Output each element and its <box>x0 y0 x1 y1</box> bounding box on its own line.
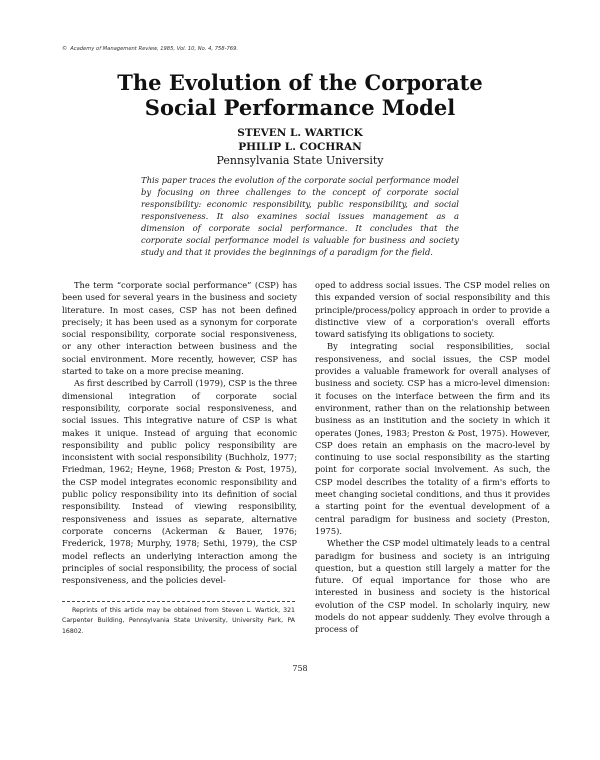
body-paragraph: Whether the CSP model ultimately leads to a central paradigm for business and society is an intriguing question, but a question still largely a matter for the future. Of equal importance for those who are interested in business and society is the historical evolution of the CSP model. In scholarly inquiry, new models do not appear suddenly. They evolve through a process of <box>315 538 550 635</box>
author-1: STEVEN L. WARTICK <box>237 127 363 139</box>
body-paragraph: As first described by Carroll (1979), CSP is the three dimensional integration of corporate social responsibility, corporate social responsiveness, and social issues. This integrative nature of CSP is what makes it unique. Instead of arguing that economic responsibility and public policy responsibility are inconsistent with social responsibility (Buchholz, 1977; Friedman, 1962; Heyne, 1968; Preston & Post, 1975), the CSP model integrates economic responsibility and public policy responsibility into its definition of social responsibility. Instead of viewing responsibility, responsiveness and issues as separate, alternative corporate concerns (Ackerman & Bauer, 1976; Frederick, 1978; Murphy, 1978; Sethi, 1979), the CSP model reflects an underlying interaction among the principles of social responsibility, the process of social responsiveness, and the policies devel- <box>62 378 297 586</box>
body-paragraph: oped to address social issues. The CSP model relies on this expanded version of social responsibility and this principle/process/policy approach in order to provide a distinctive view of a corporation's overall efforts toward satisfying its obligations to society. <box>315 280 550 340</box>
author-affiliation: Pennsylvania State University <box>216 154 384 167</box>
journal-reference <box>62 46 238 52</box>
abstract: This paper traces the evolution of the corporate social performance model by focusing on three challenges to the concept of corporate social responsibility: economic responsibility, public responsibility, and social responsiveness. It also examines social issues management as a dimension of corporate social performance. It concludes that the corporate social performance model is valuable for business and society study and that it provides the beginnings of a paradigm for the field. <box>141 175 459 257</box>
article-title <box>0 70 600 120</box>
journal-citation: Academy of Management Review, 1985, Vol. 10, No. 4, 758-769. <box>70 46 239 52</box>
title-line-1: The Evolution of the Corporate <box>117 70 483 95</box>
footnote-divider <box>62 601 295 602</box>
footnote: Reprints of this article may be obtained from Steven L. Wartick, 321 Carpenter Building, Pennsylvania State University, University Park, PA 16802. <box>62 607 295 635</box>
title-line-2: Social Performance Model <box>144 95 456 120</box>
page-number: 758 <box>292 664 308 673</box>
body-column-left <box>62 279 297 586</box>
body-paragraph: By integrating social responsibilities, social responsiveness, and social issues, the CSP model provides a valuable framework for overall analyses of business and society. CSP has a micro-level dimension: it focuses on the interface between the firm and its environment, rather than on the relationship between business as an institution and the society in which it operates (Jones, 1983; Preston & Post, 1975). However, CSP does retain an emphasis on the macro-level by continuing to use social responsibility as the starting point for corporate social involvement. As such, the CSP model describes the totality of a firm's efforts to meet changing societal conditions, and thus it provides a starting point for the eventual development of a central paradigm for business and society (Preston, 1975). <box>315 341 550 536</box>
author-2: PHILIP L. COCHRAN <box>238 141 362 153</box>
body-paragraph: The term “corporate social performance” (CSP) has been used for several years in the business and society literature. In most cases, CSP has not been defined precisely; it has been used as a synonym for corporate social responsibility, corporate social responsiveness, or any other interaction between business and the social environment. More recently, however, CSP has started to take on a more precise meaning. <box>62 280 297 377</box>
author-block <box>0 126 600 168</box>
copyright-mark: © <box>62 46 68 52</box>
body-column-right <box>315 279 550 636</box>
